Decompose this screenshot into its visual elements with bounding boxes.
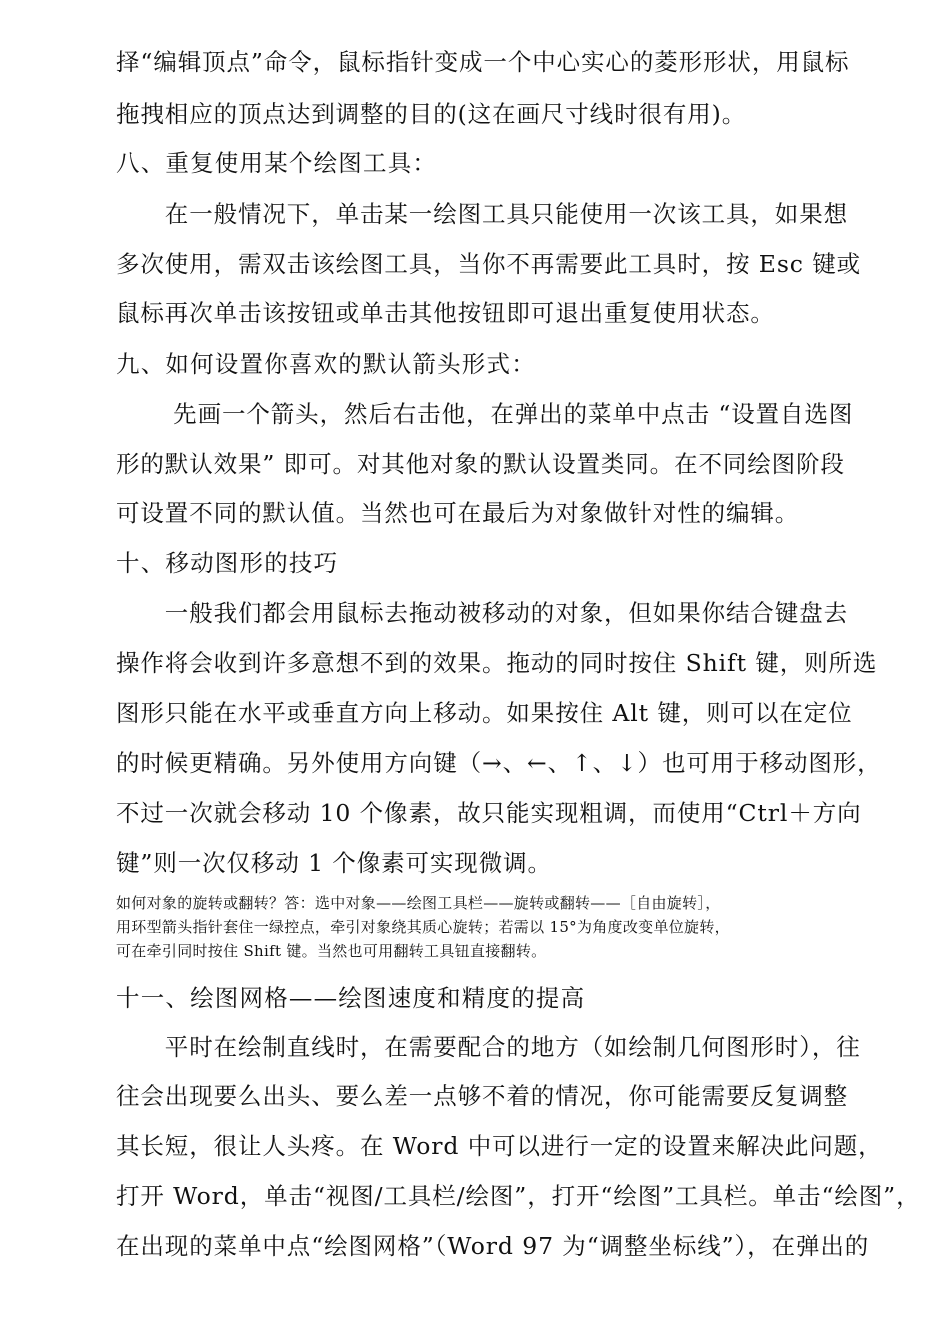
body-text-line: 多次使用，需双击该绘图工具，当你不再需要此工具时，按 Esc 键或	[116, 250, 862, 278]
body-text-line: 操作将会收到许多意想不到的效果。拖动的同时按住 Shift 键，则所选	[116, 649, 878, 677]
body-text-line: 其长短，很让人头疼。在 Word 中可以进行一定的设置来解决此问题，	[116, 1132, 883, 1160]
body-text-line: 往会出现要么出头、要么差一点够不着的情况，你可能需要反复调整	[116, 1082, 848, 1110]
body-text-line: 在一般情况下，单击某一绘图工具只能使用一次该工具，如果想	[116, 200, 848, 228]
body-text-line: 先画一个箭头，然后右击他，在弹出的菜单中点击 “设置自选图	[116, 400, 854, 428]
note-text-line: 可在牵引同时按住 Shift 键。当然也可用翻转工具钮直接翻转。	[116, 942, 547, 960]
section-heading-9: 九、如何设置你喜欢的默认箭头形式：	[116, 350, 536, 378]
body-text-line: 的时候更精确。另外使用方向键（→、←、↑、↓）也可用于移动图形，	[116, 749, 882, 777]
body-text-line: 在出现的菜单中点“绘图网格”（Word 97 为“调整坐标线”），在弹出的	[116, 1232, 870, 1260]
body-text-line: 择“编辑顶点”命令，鼠标指针变成一个中心实心的菱形形状，用鼠标	[116, 48, 850, 76]
body-text-line: 打开 Word，单击“视图/工具栏/绘图”，打开“绘图”工具栏。单击“绘图”，	[116, 1182, 921, 1210]
note-text-line: 用环型箭头指针套住一绿控点，牵引对象绕其质心旋转；若需以 15°为角度改变单位旋转，	[116, 918, 730, 936]
body-text-line: 鼠标再次单击该按钮或单击其他按钮即可退出重复使用状态。	[116, 299, 775, 327]
body-text-line: 拖拽相应的顶点达到调整的目的(这在画尺寸线时很有用)。	[116, 100, 747, 128]
body-text-line: 不过一次就会移动 10 个像素，故只能实现粗调，而使用“Ctrl＋方向	[116, 799, 862, 827]
section-heading-8: 八、重复使用某个绘图工具：	[116, 149, 438, 177]
section-heading-10: 十、移动图形的技巧	[116, 549, 339, 577]
note-text-line: 如何对象的旋转或翻转？答：选中对象——绘图工具栏——旋转或翻转——［自由旋转］，	[116, 894, 721, 912]
body-text-line: 形的默认效果” 即可。对其他对象的默认设置类同。在不同绘图阶段	[116, 450, 845, 478]
body-text-line: 键”则一次仅移动 1 个像素可实现微调。	[116, 849, 552, 877]
body-text-line: 可设置不同的默认值。当然也可在最后为对象做针对性的编辑。	[116, 499, 800, 527]
body-text-line: 图形只能在水平或垂直方向上移动。如果按住 Alt 键，则可以在定位	[116, 699, 853, 727]
body-text-line: 一般我们都会用鼠标去拖动被移动的对象，但如果你结合键盘去	[116, 599, 848, 627]
section-heading-11: 十一、绘图网格——绘图速度和精度的提高	[116, 984, 586, 1012]
body-text-line: 平时在绘制直线时，在需要配合的地方（如绘制几何图形时），往	[116, 1033, 861, 1061]
